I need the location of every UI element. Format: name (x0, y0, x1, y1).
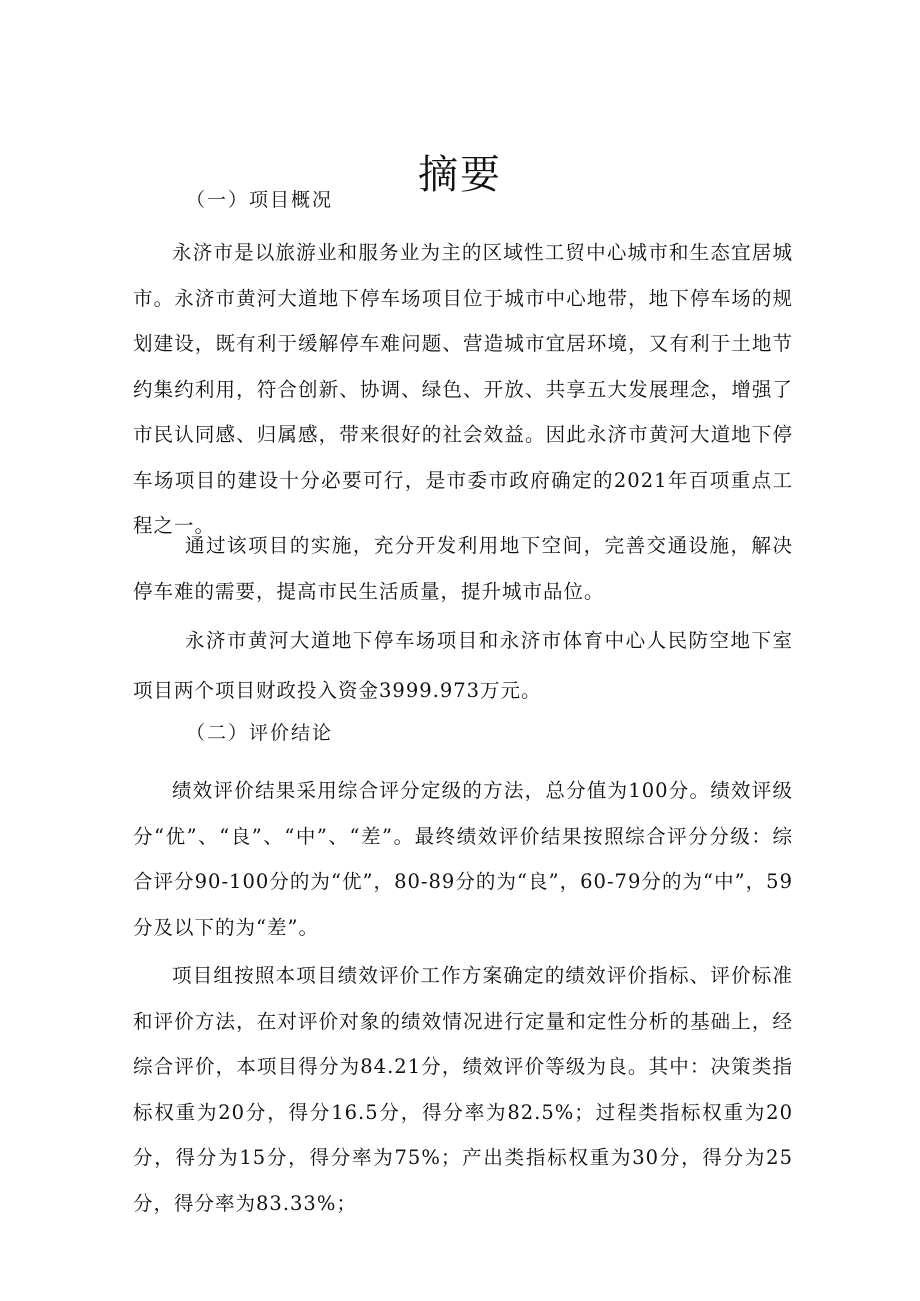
paragraph-project-implementation: 通过该项目的实施，充分开发利用地下空间，完善交通设施，解决停车难的需要，提高市民生活质量，提升城市品位。 (133, 534, 793, 603)
section-heading-evaluation-conclusion: （二）评价结论 (186, 722, 334, 744)
paragraph-grading-method: 绩效评价结果采用综合评分定级的方法，总分值为100分。绩效评级分“优”、“良”、“中”、“差”。最终绩效评价结果按照综合评分分级：综合评分90-100分的为“优”，80-89分的为“良”，60-79分的为“中”，59分及以下的为“差”。 (133, 779, 793, 939)
paragraph-evaluation-result: 项目组按照本项目绩效评价工作方案确定的绩效评价指标、评价标准和评价方法，在对评价对象的绩效情况进行定量和定性分析的基础上，经综合评价，本项目得分为84.21分，绩效评价等级为良。其中：决策类指标权重为20分，得分16.5分，得分率为82.5%；过程类指标权重为20分，得分为15分，得分率为75%；产出类指标权重为30分，得分为25分，得分率为83.33%； (133, 964, 793, 1215)
section-heading-project-overview: （一）项目概况 (186, 189, 334, 211)
page-title: 摘要 (418, 151, 502, 198)
paragraph-project-background: 永济市是以旅游业和服务业为主的区域性工贸中心城市和生态宜居城市。永济市黄河大道地下停车场项目位于城市中心地带，地下停车场的规划建设，既有利于缓解停车难问题、营造城市宜居环境，又有利于土地节约集约利用，符合创新、协调、绿色、开放、共享五大发展理念，增强了市民认同感、归属感，带来很好的社会效益。因此永济市黄河大道地下停车场项目的建设十分必要可行，是市委市政府确定的2021年百项重点工程之一。 (133, 241, 793, 537)
paragraph-fiscal-investment: 永济市黄河大道地下停车场项目和永济市体育中心人民防空地下室项目两个项目财政投入资金3999.973万元。 (133, 629, 793, 702)
